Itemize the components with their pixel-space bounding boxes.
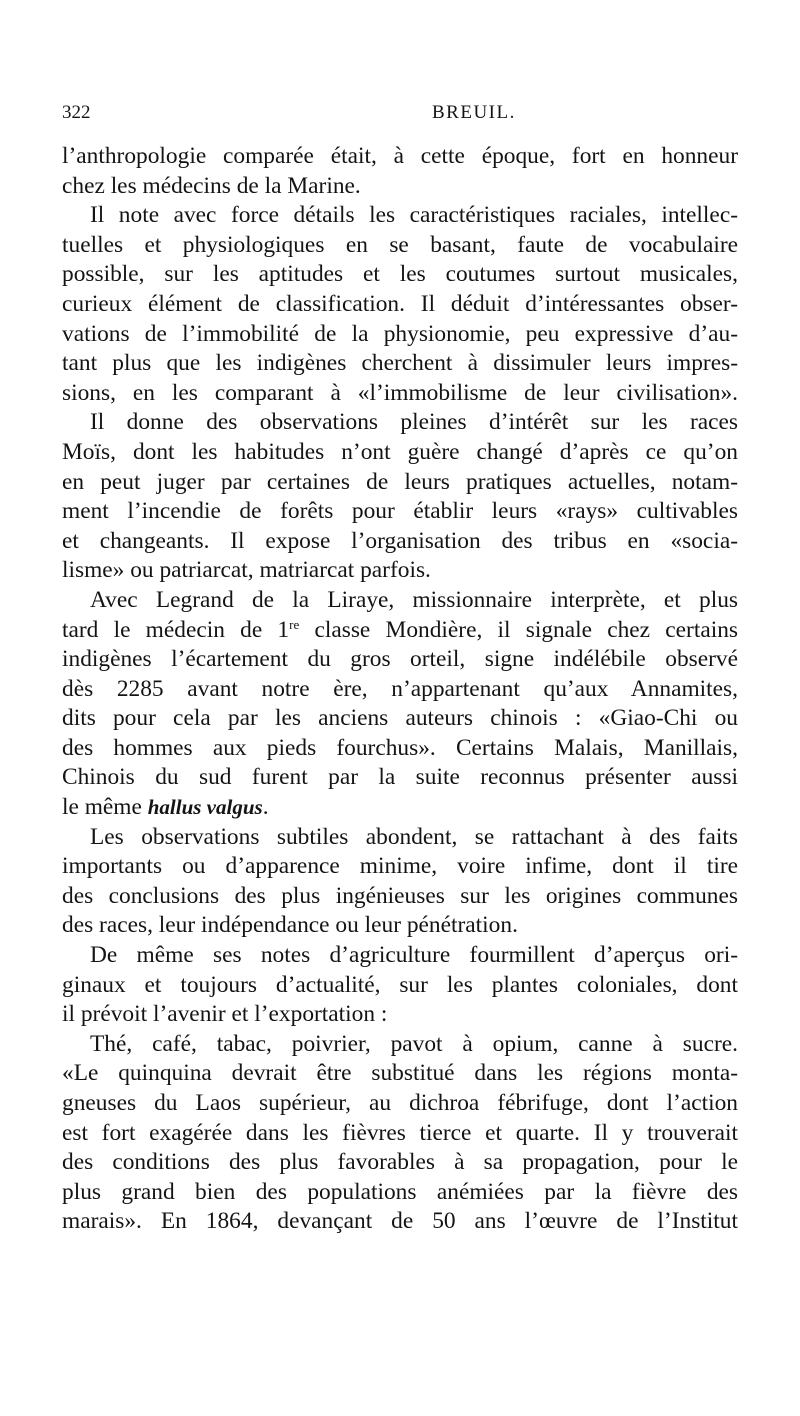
- text-line: plus grand bien des populations anémiées par la fièvre des: [62, 1178, 738, 1205]
- text-line: Chinois du sud furent par la suite reconnus présenter aussi: [62, 764, 738, 791]
- text-line: gneuses du Laos supérieur, au dichroa fébrifuge, dont l’action: [62, 1090, 738, 1116]
- text-line: lisme» ou patriarcat, matriarcat parfois.: [62, 557, 431, 584]
- text-line: Avec Legrand de la Liraye, missionnaire interprète, et plus: [90, 586, 738, 613]
- text-fragment: tard le médecin de 1: [62, 616, 290, 643]
- text-line: Moïs, dont les habitudes n’ont guère changé d’après ce qu’on: [62, 438, 738, 465]
- text-fragment: .: [262, 794, 269, 821]
- text-line: De même ses notes d’agriculture fourmillent d’aperçus ori-: [90, 942, 738, 969]
- text-line: «Le quinquina devrait être substitué dans les régions monta-: [62, 1060, 738, 1087]
- text-line: [62, 616, 738, 646]
- text-line: dits pour cela par les anciens auteurs chinois : «Giao-Chi ou: [62, 705, 738, 732]
- text-line: il prévoit l’avenir et l’exportation :: [62, 1001, 388, 1028]
- superscript: re: [289, 616, 300, 632]
- text-line: des races, leur indépendance ou leur pénétration.: [62, 912, 518, 939]
- text-line: et changeants. Il expose l’organisation des tribus en «socia-: [62, 527, 738, 554]
- body-text: [62, 142, 738, 1237]
- text-line: sions, en les comparant à «l’immobilisme de leur civilisation».: [62, 379, 738, 406]
- page-number: 322: [62, 102, 91, 123]
- text-line: des hommes aux pieds fourchus». Certains Malais, Manillais,: [62, 734, 738, 761]
- text-line: est fort exagérée dans les fièvres tierce et quarte. Il y trouverait: [62, 1119, 738, 1146]
- text-line: tuelles et physiologiques en se basant, faute de vocabulaire: [62, 231, 738, 258]
- text-line: vations de l’immobilité de la physionomie, peu expressive d’au-: [62, 320, 738, 347]
- text-line: chez les médecins de la Marine.: [62, 172, 361, 199]
- text-line: des conditions des plus favorables à sa propagation, pour le: [62, 1149, 738, 1176]
- page-header: [62, 102, 738, 132]
- italic-term: hallus valgus: [147, 795, 263, 820]
- text-line: l’anthropologie comparée était, à cette époque, fort en honneur: [62, 143, 738, 169]
- text-line: des conclusions des plus ingénieuses sur les origines communes: [62, 882, 738, 909]
- text-fragment: classe Mondière, il signale chez certains: [299, 616, 738, 643]
- text-line: [62, 793, 738, 823]
- text-line: tant plus que les indigènes cherchent à dissimuler leurs impres-: [62, 350, 738, 377]
- text-line: en peut juger par certaines de leurs pratiques actuelles, notam-: [62, 468, 738, 495]
- text-line: marais». En 1864, devançant de 50 ans l’œuvre de l’Institut: [62, 1208, 738, 1235]
- text-line: Les observations subtiles abondent, se rattachant à des faits: [90, 823, 738, 850]
- text-line: possible, sur les aptitudes et les coutumes surtout musicales,: [62, 261, 738, 288]
- text-line: ginaux et toujours d’actualité, sur les plantes coloniales, dont: [62, 971, 738, 998]
- text-line: importants ou d’apparence minime, voire infime, dont il tire: [62, 853, 738, 880]
- text-fragment: le même: [62, 794, 148, 821]
- text-line: Il donne des observations pleines d’intérêt sur les races: [90, 409, 738, 436]
- text-line: Il note avec force détails les caractéristiques raciales, intellec-: [90, 202, 738, 229]
- text-line: Thé, café, tabac, poivrier, pavot à opium, canne à sucre.: [90, 1030, 738, 1057]
- running-title: BREUIL.: [432, 102, 516, 123]
- text-line: dès 2285 avant notre ère, n’appartenant qu’aux Annamites,: [62, 675, 738, 702]
- text-line: curieux élément de classification. Il déduit d’intéressantes obser-: [62, 290, 738, 317]
- text-line: ment l’incendie de forêts pour établir leurs «rays» cultivables: [62, 498, 738, 525]
- text-line: indigènes l’écartement du gros orteil, signe indélébile observé: [62, 646, 738, 673]
